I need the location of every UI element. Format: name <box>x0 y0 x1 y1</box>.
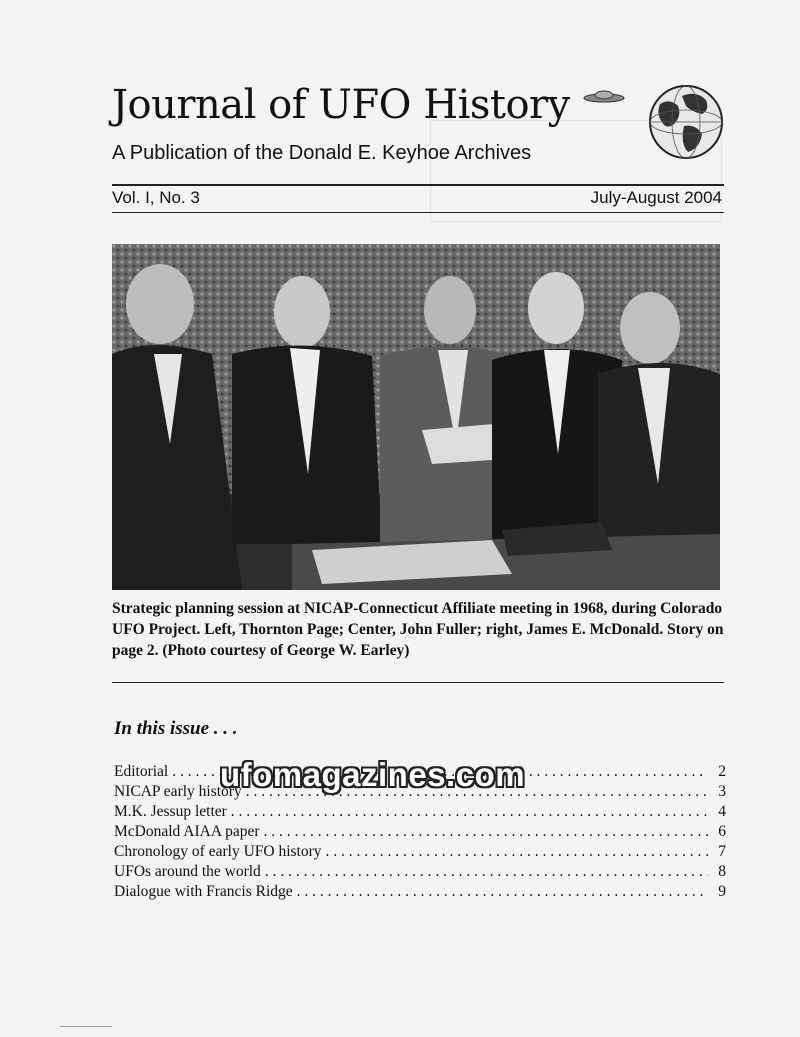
toc-leader-dots <box>326 843 708 861</box>
toc-item-page: 7 <box>718 843 726 860</box>
toc-item-title: UFOs around the world <box>114 863 261 880</box>
toc-item-title: Dialogue with Francis Ridge <box>114 883 293 900</box>
toc-item[interactable] <box>114 883 726 903</box>
toc-item-title: McDonald AIAA paper <box>114 823 260 840</box>
toc-item-page: 9 <box>718 883 726 900</box>
journal-subtitle: A Publication of the Donald E. Keyhoe Archives <box>112 142 532 164</box>
contents-heading: In this issue . . . <box>114 718 238 739</box>
toc-item-page: 2 <box>718 763 726 780</box>
masthead-rule-bottom <box>112 212 724 213</box>
toc-item-title: M.K. Jessup letter <box>114 803 227 820</box>
toc-item-page: 3 <box>718 783 726 800</box>
toc-leader-dots <box>264 823 709 841</box>
toc-item-title: Editorial <box>114 763 169 780</box>
meeting-photo <box>112 244 720 590</box>
toc-item-page: 6 <box>718 823 726 840</box>
toc-item[interactable] <box>114 843 726 863</box>
toc-item[interactable] <box>114 823 726 843</box>
flying-saucer-and-globe-icon <box>578 84 726 164</box>
toc-leader-dots <box>231 803 708 821</box>
footer-rule <box>60 1026 112 1027</box>
toc-leader-dots <box>297 883 708 901</box>
site-watermark: ufomagazines.com <box>220 756 526 793</box>
toc-item[interactable] <box>114 803 726 823</box>
issue-date: July-August 2004 <box>590 188 722 207</box>
toc-item[interactable] <box>114 863 726 883</box>
photo-caption: Strategic planning session at NICAP-Connecticut Affiliate meeting in 1968, during Colorado UFO Project. Left, Thornton Page; Center, John Fuller; right, James E. McDonald. Story on page 2. (Photo courtesy of George W. Earley) <box>112 600 724 659</box>
volume-number: Vol. I, No. 3 <box>112 188 200 207</box>
toc-item-title: Chronology of early UFO history <box>114 843 322 860</box>
masthead-rule-top <box>112 184 724 186</box>
caption-rule <box>112 682 724 683</box>
toc-leader-dots <box>265 863 708 881</box>
toc-item-page: 4 <box>718 803 726 820</box>
toc-item-title: NICAP early history <box>114 783 242 800</box>
toc-item-page: 8 <box>718 863 726 880</box>
journal-title: Journal of UFO History <box>112 82 570 128</box>
